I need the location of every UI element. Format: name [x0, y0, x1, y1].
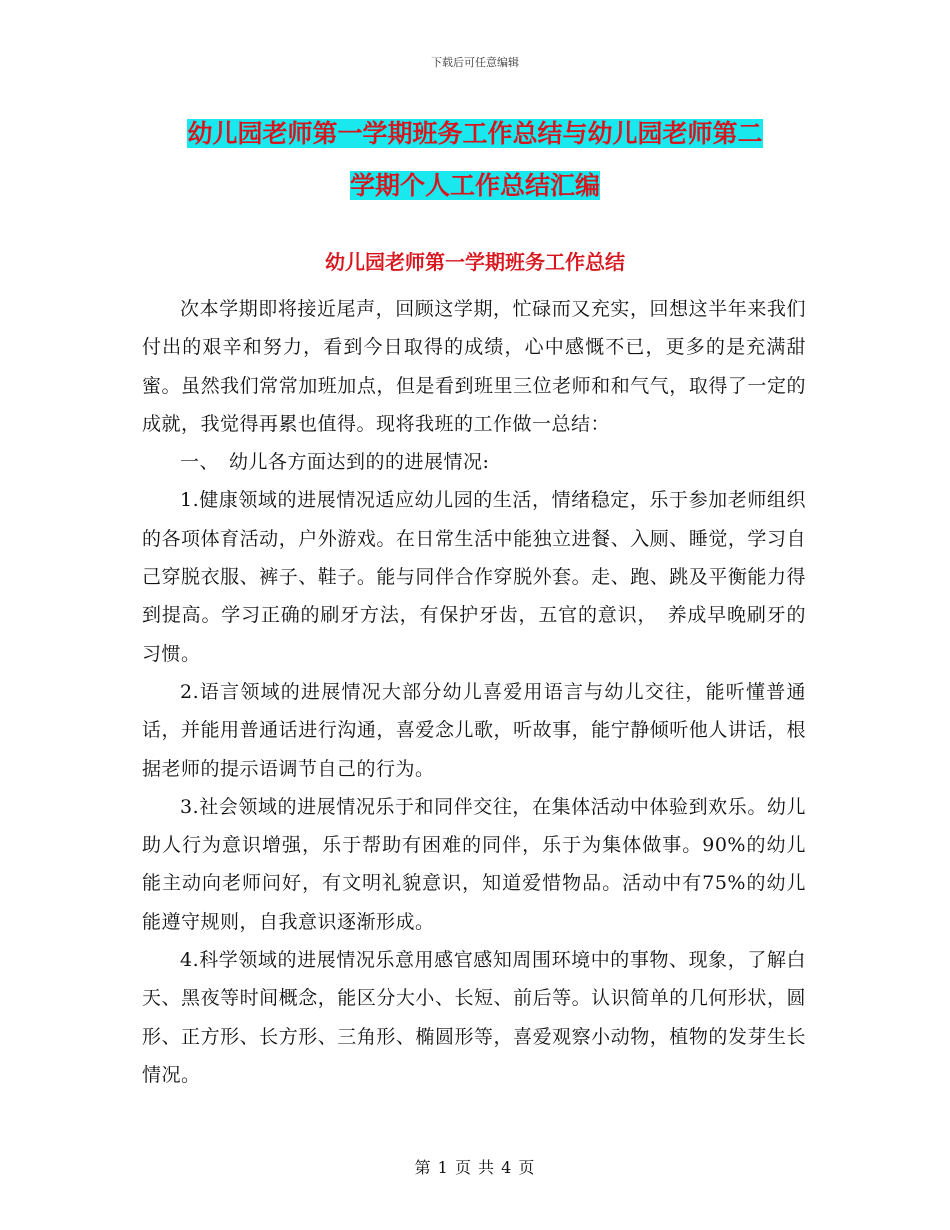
- paragraph-health: 1.健康领域的进展情况适应幼儿园的生活，情绪稳定，乐于参加老师组织的各项体育活动，户外游戏。在日常生活中能独立进餐、入厕、睡觉，学习自己穿脱衣服、裤子、鞋子。能与同伴合作穿脱外套。走、跑、跳及平衡能力得到提高。学习正确的刷牙方法，有保护牙齿，五官的意识， 养成早晚刷牙的习惯。: [142, 489, 806, 665]
- page-footer: 第 1 页 共 4 页: [414, 1158, 536, 1177]
- paragraph-heading-1: 一、 幼儿各方面达到的的进展情况:: [180, 451, 490, 474]
- title-line-2: 学期个人工作总结汇编: [349, 171, 600, 200]
- document-title: [140, 108, 810, 212]
- paragraph-intro: 次本学期即将接近尾声，回顾这学期，忙碌而又充实，回想这半年来我们付出的艰辛和努力，看到今日取得的成绩，心中感慨不已，更多的是充满甜蜜。虽然我们常常加班加点，但是看到班里三位老师和和气气，取得了一定的成就，我觉得再累也值得。现将我班的工作做一总结：: [142, 298, 806, 435]
- paragraph-language: 2.语言领域的进展情况大部分幼儿喜爱用语言与幼儿交往，能听懂普通话，并能用普通话进行沟通，喜爱念儿歌，听故事，能宁静倾听他人讲话，根据老师的提示语调节自己的行为。: [142, 680, 806, 780]
- paragraph-social: 3.社会领域的进展情况乐于和同伴交往，在集体活动中体验到欢乐。幼儿助人行为意识增强，乐于帮助有困难的同伴，乐于为集体做事。90%的幼儿能主动向老师问好，有文明礼貌意识，知道爱惜物品。活动中有75%的幼儿能遵守规则，自我意识逐渐形成。: [142, 795, 806, 933]
- paragraph-science: 4.科学领域的进展情况乐意用感官感知周围环境中的事物、现象，了解白天、黑夜等时间概念，能区分大小、长短、前后等。认识简单的几何形状，圆形、正方形、长方形、三角形、椭圆形等，喜爱观察小动物，植物的发芽生长情况。: [142, 949, 806, 1086]
- header-note: 下载后可任意编辑: [431, 56, 519, 69]
- title-line-1: 幼儿园老师第一学期班务工作总结与幼儿园老师第二: [187, 119, 763, 148]
- section-title: 幼儿园老师第一学期班务工作总结: [325, 250, 625, 274]
- body-text: [142, 290, 806, 1094]
